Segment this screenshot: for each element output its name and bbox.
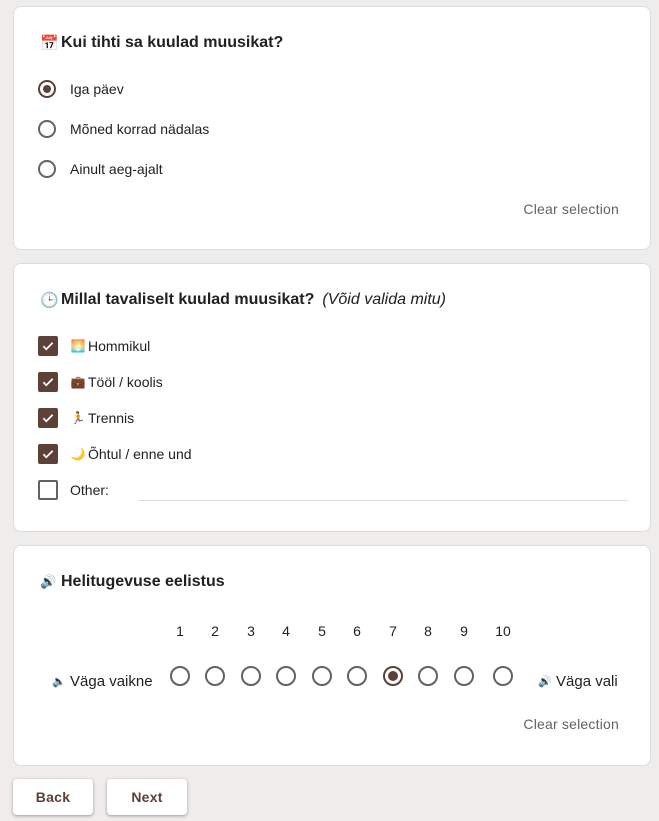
clear-selection-button[interactable]: Clear selection xyxy=(523,716,619,732)
other-label: Other: xyxy=(70,482,109,498)
scale-radio-6[interactable] xyxy=(347,666,367,686)
next-button[interactable]: Next xyxy=(107,779,187,815)
checkbox-label: Hommikul xyxy=(88,338,151,354)
scale-radio-7[interactable] xyxy=(383,666,403,686)
scale-low-label xyxy=(52,673,153,690)
radio-label: Mõned korrad nädalas xyxy=(70,121,210,137)
question-card-time xyxy=(13,263,651,532)
briefcase-icon: 💼 xyxy=(70,375,86,389)
radio-option-ainult-aeg-ajalt[interactable] xyxy=(38,160,163,178)
question-card-volume xyxy=(13,545,651,766)
checkbox[interactable] xyxy=(38,372,58,392)
question-title-volume xyxy=(40,573,225,591)
speaker-low-icon: 🔈 xyxy=(52,676,66,688)
checkbox-label-wrap xyxy=(70,410,134,426)
moon-icon: 🌙 xyxy=(70,447,86,461)
scale-radio-8[interactable] xyxy=(418,666,438,686)
scale-number-5: 5 xyxy=(318,623,326,639)
checkbox-option-trennis[interactable] xyxy=(38,408,134,428)
scale-radio-5[interactable] xyxy=(312,666,332,686)
scale-low-text: Väga vaikne xyxy=(70,673,153,690)
checkbox-option-ohtul[interactable] xyxy=(38,444,192,464)
question-title-text: Millal tavaliselt kuulad muusikat? xyxy=(61,291,315,308)
checkbox-option-hommikul[interactable] xyxy=(38,336,150,356)
question-title-time xyxy=(40,291,446,309)
checkbox[interactable] xyxy=(38,444,58,464)
scale-radio-2[interactable] xyxy=(205,666,225,686)
scale-radio-3[interactable] xyxy=(241,666,261,686)
checkbox-label-wrap xyxy=(70,446,192,462)
checkbox-label-wrap xyxy=(70,374,163,390)
scale-radio-9[interactable] xyxy=(454,666,474,686)
clear-selection-button[interactable]: Clear selection xyxy=(523,201,619,217)
question-title-text: Kui tihti sa kuulad muusikat? xyxy=(61,34,284,51)
scale-number-1: 1 xyxy=(176,623,184,639)
question-title-text: Helitugevuse eelistus xyxy=(61,573,225,590)
checkbox[interactable] xyxy=(38,480,58,500)
calendar-icon: 📅 xyxy=(40,35,59,52)
checkbox-label: Tööl / koolis xyxy=(88,374,163,390)
scale-radio-1[interactable] xyxy=(170,666,190,686)
radio-label: Iga päev xyxy=(70,81,124,97)
question-title-frequency xyxy=(40,34,283,52)
scale-number-4: 4 xyxy=(282,623,290,639)
scale-high-label xyxy=(538,673,618,690)
scale-number-3: 3 xyxy=(247,623,255,639)
question-card-frequency xyxy=(13,6,651,250)
scale-radio-10[interactable] xyxy=(493,666,513,686)
checkbox-option-other[interactable] xyxy=(38,480,109,500)
checkbox[interactable] xyxy=(38,408,58,428)
scale-number-2: 2 xyxy=(211,623,219,639)
scale-number-9: 9 xyxy=(460,623,468,639)
speaker-high-icon: 🔊 xyxy=(538,676,552,688)
checkbox-option-tool-koolis[interactable] xyxy=(38,372,163,392)
question-hint: (Võid valida mitu) xyxy=(322,291,447,308)
speaker-icon: 🔊 xyxy=(40,574,57,589)
radio-label: Ainult aeg-ajalt xyxy=(70,161,163,177)
scale-number-6: 6 xyxy=(353,623,361,639)
radio-option-moned-korrad[interactable] xyxy=(38,120,209,138)
scale-high-text: Väga vali xyxy=(556,673,618,690)
radio-button[interactable] xyxy=(38,120,56,138)
other-text-input[interactable] xyxy=(139,500,628,501)
checkbox[interactable] xyxy=(38,336,58,356)
scale-number-7: 7 xyxy=(389,623,397,639)
sunrise-icon: 🌅 xyxy=(70,339,86,353)
clock-icon: 🕒 xyxy=(40,292,59,309)
radio-button[interactable] xyxy=(38,160,56,178)
checkbox-label-wrap xyxy=(70,338,150,354)
scale-radio-4[interactable] xyxy=(276,666,296,686)
scale-number-10: 10 xyxy=(495,623,511,639)
back-button[interactable]: Back xyxy=(13,779,93,815)
runner-icon: 🏃 xyxy=(70,411,86,425)
scale-number-8: 8 xyxy=(424,623,432,639)
radio-option-iga-paev[interactable] xyxy=(38,80,124,98)
checkbox-label: Õhtul / enne und xyxy=(88,446,192,462)
checkbox-label: Trennis xyxy=(88,410,135,426)
radio-button[interactable] xyxy=(38,80,56,98)
